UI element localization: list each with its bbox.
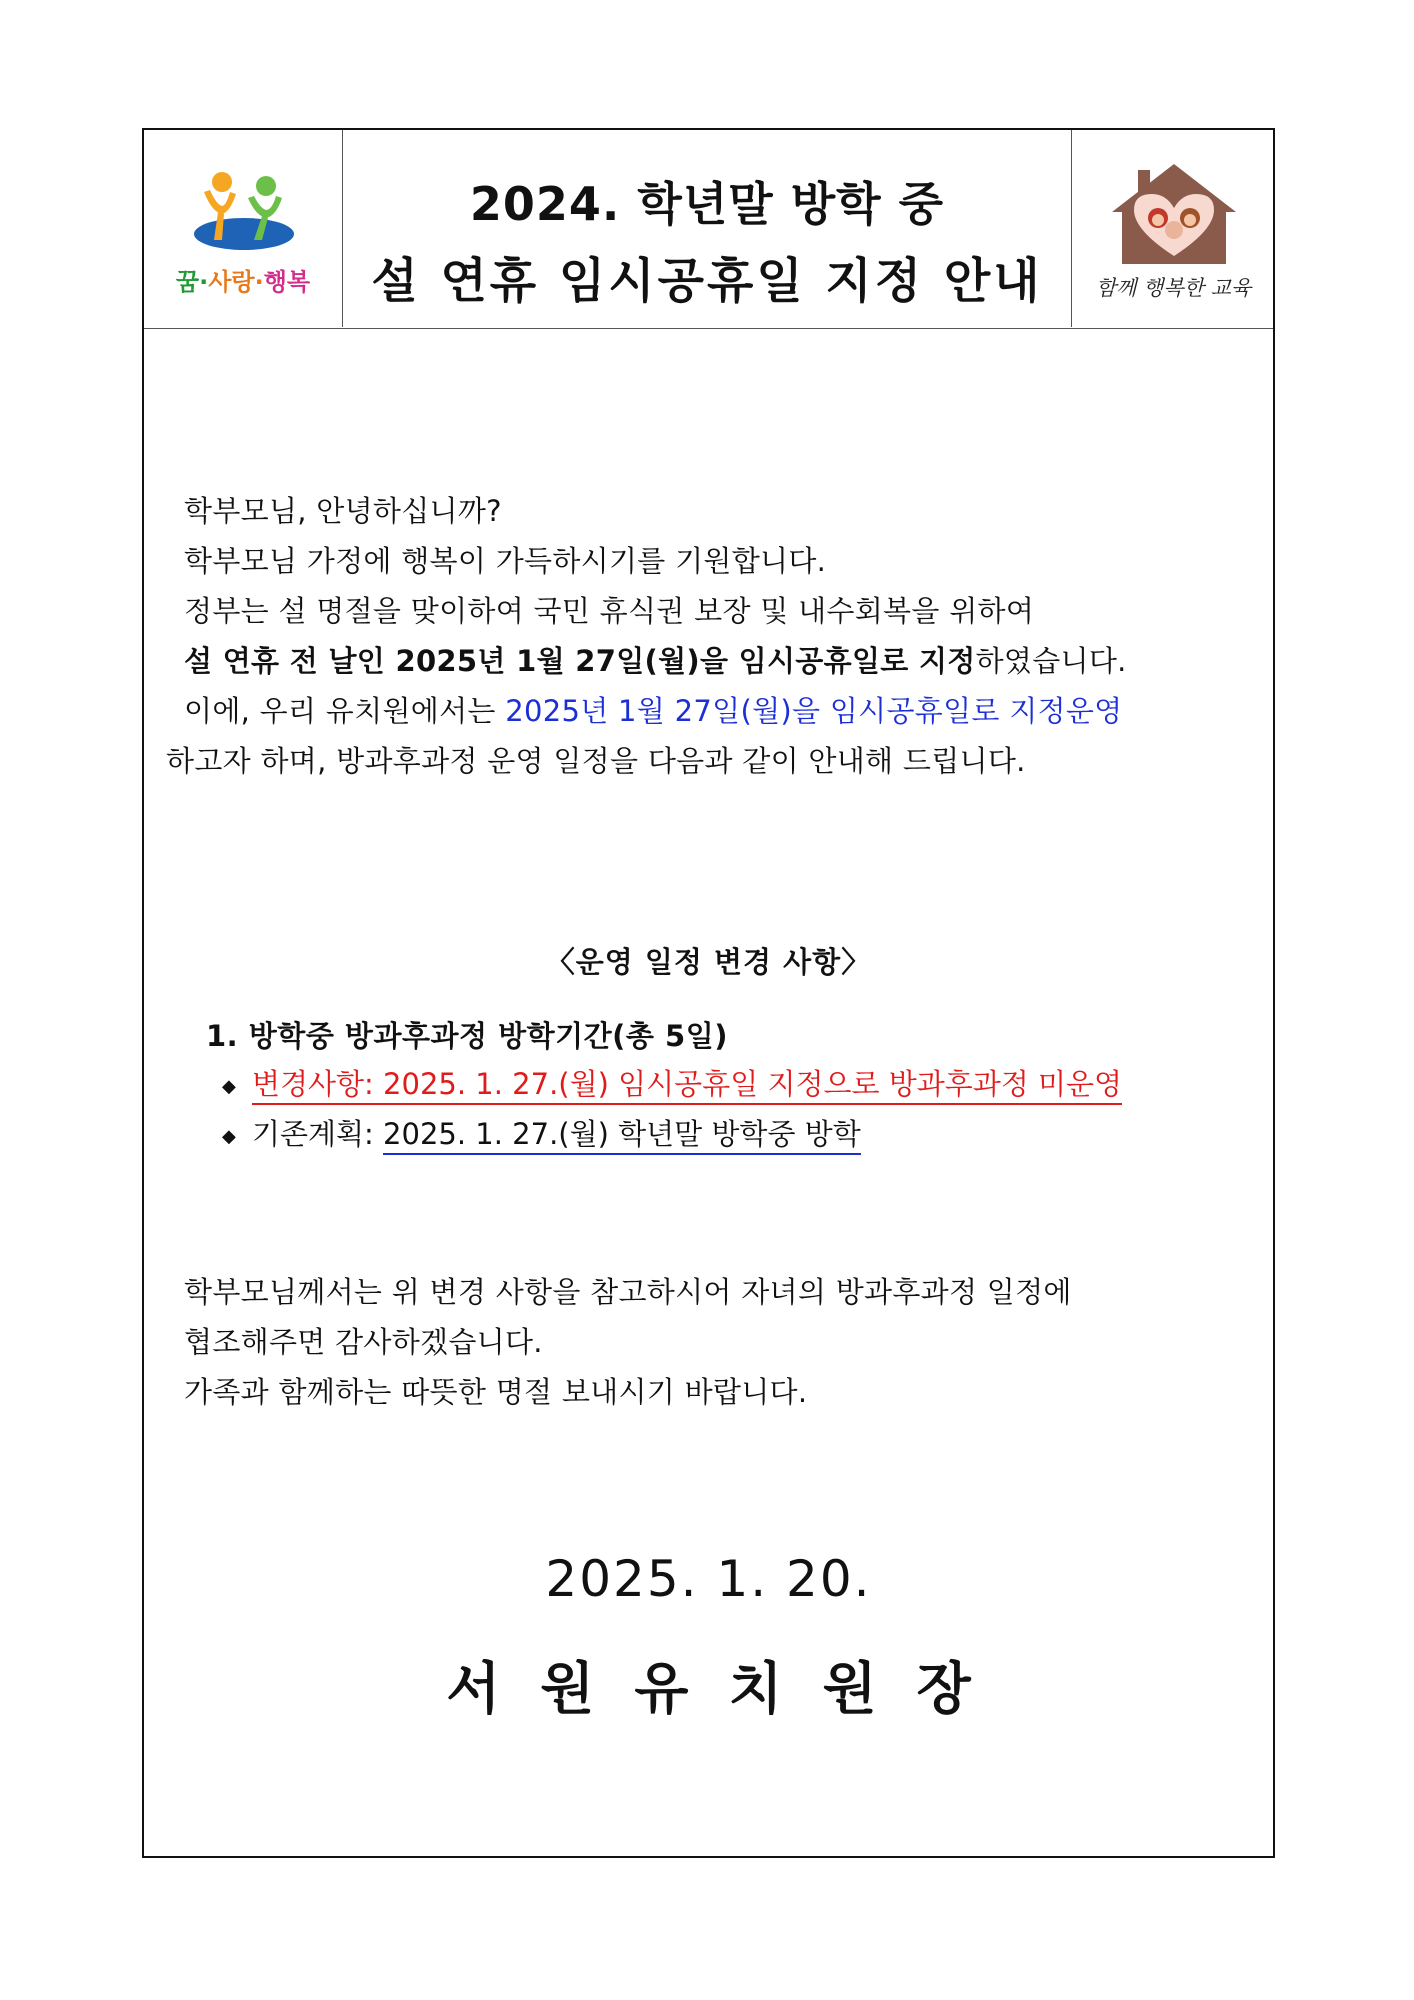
document-header <box>144 130 1273 329</box>
slogan-word-dream: 꿈 <box>175 268 200 296</box>
family-house-emblem-icon <box>1104 160 1244 270</box>
schedule-guide-line: 하고자 하며, 방과후과정 운영 일정을 다음과 같이 안내해 드립니다. <box>166 744 1026 778</box>
right-emblem-cell <box>1072 130 1275 327</box>
kindergarten-notice-emphasis: 2025년 1월 27일(월)을 임시공휴일로 지정운영 <box>505 694 1123 728</box>
closing-line1: 학부모님께서는 위 변경 사항을 참고하시어 자녀의 방과후과정 일정에 <box>184 1275 1072 1309</box>
principal-signature: 서원유치원장 <box>446 1657 1011 1722</box>
schedule-item-heading: 1. 방학중 방과후과정 방학기간(총 5일) <box>206 1019 728 1053</box>
change-detail: 변경사항: 2025. 1. 27.(월) 임시공휴일 지정으로 방과후과정 미운영 <box>252 1067 1122 1105</box>
logo-slogan <box>144 262 342 297</box>
greeting-line: 학부모님, 안녕하십니까? <box>184 494 502 528</box>
closing-line2: 협조해주면 감사하겠습니다. <box>184 1325 543 1359</box>
original-plan-detail: 2025. 1. 27.(월) 학년말 방학중 방학 <box>383 1117 861 1155</box>
issue-date: 2025. 1. 20. <box>545 1550 872 1608</box>
schedule-section-title: 〈운영 일정 변경 사항〉 <box>545 945 872 979</box>
slogan-word-love: 사랑 <box>208 268 255 296</box>
holiday-designation-emphasis: 설 연휴 전 날인 2025년 1월 27일(월)을 임시공휴일로 지정 <box>184 644 976 678</box>
original-plan-label: 기존계획: <box>252 1117 384 1151</box>
left-logo-cell <box>144 130 343 327</box>
holiday-designation-ending: 하였습니다. <box>975 644 1127 678</box>
kindergarten-notice-line <box>184 686 1127 736</box>
diamond-bullet-icon: ◆ <box>222 1075 236 1097</box>
emblem-caption: 함께 행복한 교육 <box>1095 276 1252 300</box>
notice-document <box>142 128 1275 1858</box>
diamond-bullet-icon: ◆ <box>222 1125 236 1147</box>
change-bullet-row <box>222 1062 1122 1103</box>
education-office-logo-icon <box>190 168 298 256</box>
slogan-separator: · <box>199 268 209 296</box>
slogan-separator: · <box>254 268 264 296</box>
holiday-designation-line <box>184 636 1127 686</box>
slogan-word-happiness: 행복 <box>263 268 311 296</box>
closing-line3: 가족과 함께하는 따뜻한 명절 보내시기 바랍니다. <box>184 1375 808 1409</box>
original-plan-bullet-row <box>222 1112 861 1153</box>
title-cell <box>343 130 1072 327</box>
document-title-line2: 설 연휴 임시공휴일 지정 안내 <box>371 253 1043 309</box>
kindergarten-notice-start: 이에, 우리 유치원에서는 <box>184 694 506 728</box>
intro-paragraph <box>166 486 1127 786</box>
government-line: 정부는 설 명절을 맞이하여 국민 휴식권 보장 및 내수회복을 위하여 <box>184 594 1035 628</box>
closing-paragraph <box>184 1267 1072 1417</box>
wish-line: 학부모님 가정에 행복이 가득하시기를 기원합니다. <box>184 544 827 578</box>
document-title-line1: 2024. 학년말 방학 중 <box>469 177 945 231</box>
